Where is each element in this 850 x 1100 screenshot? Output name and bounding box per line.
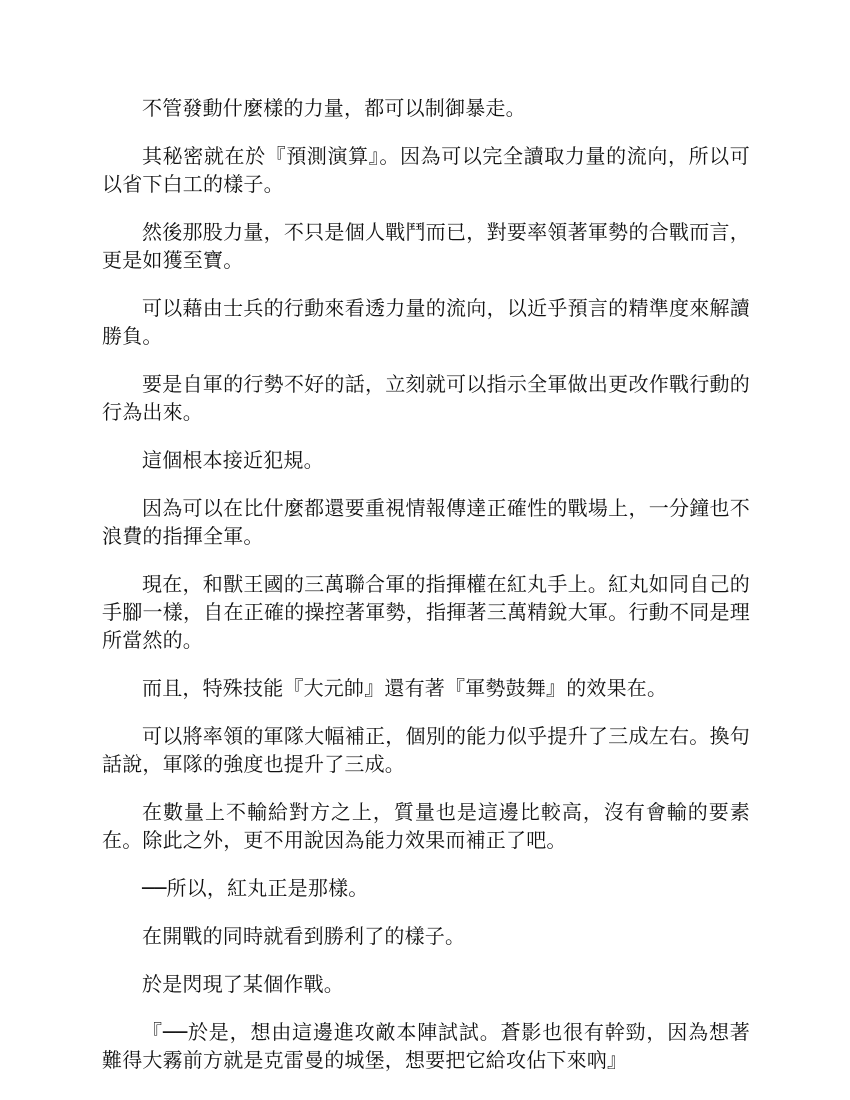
paragraph: 在開戰的同時就看到勝利了的樣子。 — [142, 924, 466, 948]
paragraph: 而且，特殊技能『大元帥』還有著『軍勢鼓舞』的效果在。 — [142, 676, 668, 700]
paragraph: 因為可以在比什麼都還要重視情報傳達正確性的戰場上，一分鐘也不浪費的指揮全軍。 — [102, 496, 750, 548]
paragraph: 其秘密就在於『預測演算』。因為可以完全讀取力量的流向，所以可以省下白工的樣子。 — [102, 144, 750, 196]
paragraph: 然後那股力量，不只是個人戰鬥而已，對要率領著軍勢的合戰而言，更是如獲至寶。 — [102, 220, 750, 272]
paragraph: ──所以，紅丸正是那樣。 — [142, 876, 369, 900]
paragraph: 『──於是，想由這邊進攻敵本陣試試。蒼影也很有幹勁，因為想著難得大霧前方就是克雷曼的城堡，想要把它給攻佔下來吶』 — [102, 1020, 750, 1072]
paragraph: 現在，和獸王國的三萬聯合軍的指揮權在紅丸手上。紅丸如同自己的手腳一樣，自在正確的操控著軍勢，指揮著三萬精銳大軍。行動不同是理所當然的。 — [102, 572, 750, 652]
paragraph: 在數量上不輸給對方之上，質量也是這邊比較高，沒有會輸的要素在。除此之外，更不用說因為能力效果而補正了吧。 — [102, 800, 750, 852]
paragraph: 要是自軍的行勢不好的話，立刻就可以指示全軍做出更改作戰行動的行為出來。 — [102, 372, 750, 424]
paragraph: 於是閃現了某個作戰。 — [142, 972, 344, 996]
paragraph: 這個根本接近犯規。 — [142, 448, 324, 472]
paragraph: 不管發動什麼樣的力量，都可以制御暴走。 — [142, 96, 526, 120]
document-body — [102, 94, 750, 1094]
paragraph: 可以將率領的軍隊大幅補正，個別的能力似乎提升了三成左右。換句話說，軍隊的強度也提升了三成。 — [102, 724, 750, 776]
paragraph: 可以藉由士兵的行動來看透力量的流向，以近乎預言的精準度來解讀勝負。 — [102, 296, 750, 348]
